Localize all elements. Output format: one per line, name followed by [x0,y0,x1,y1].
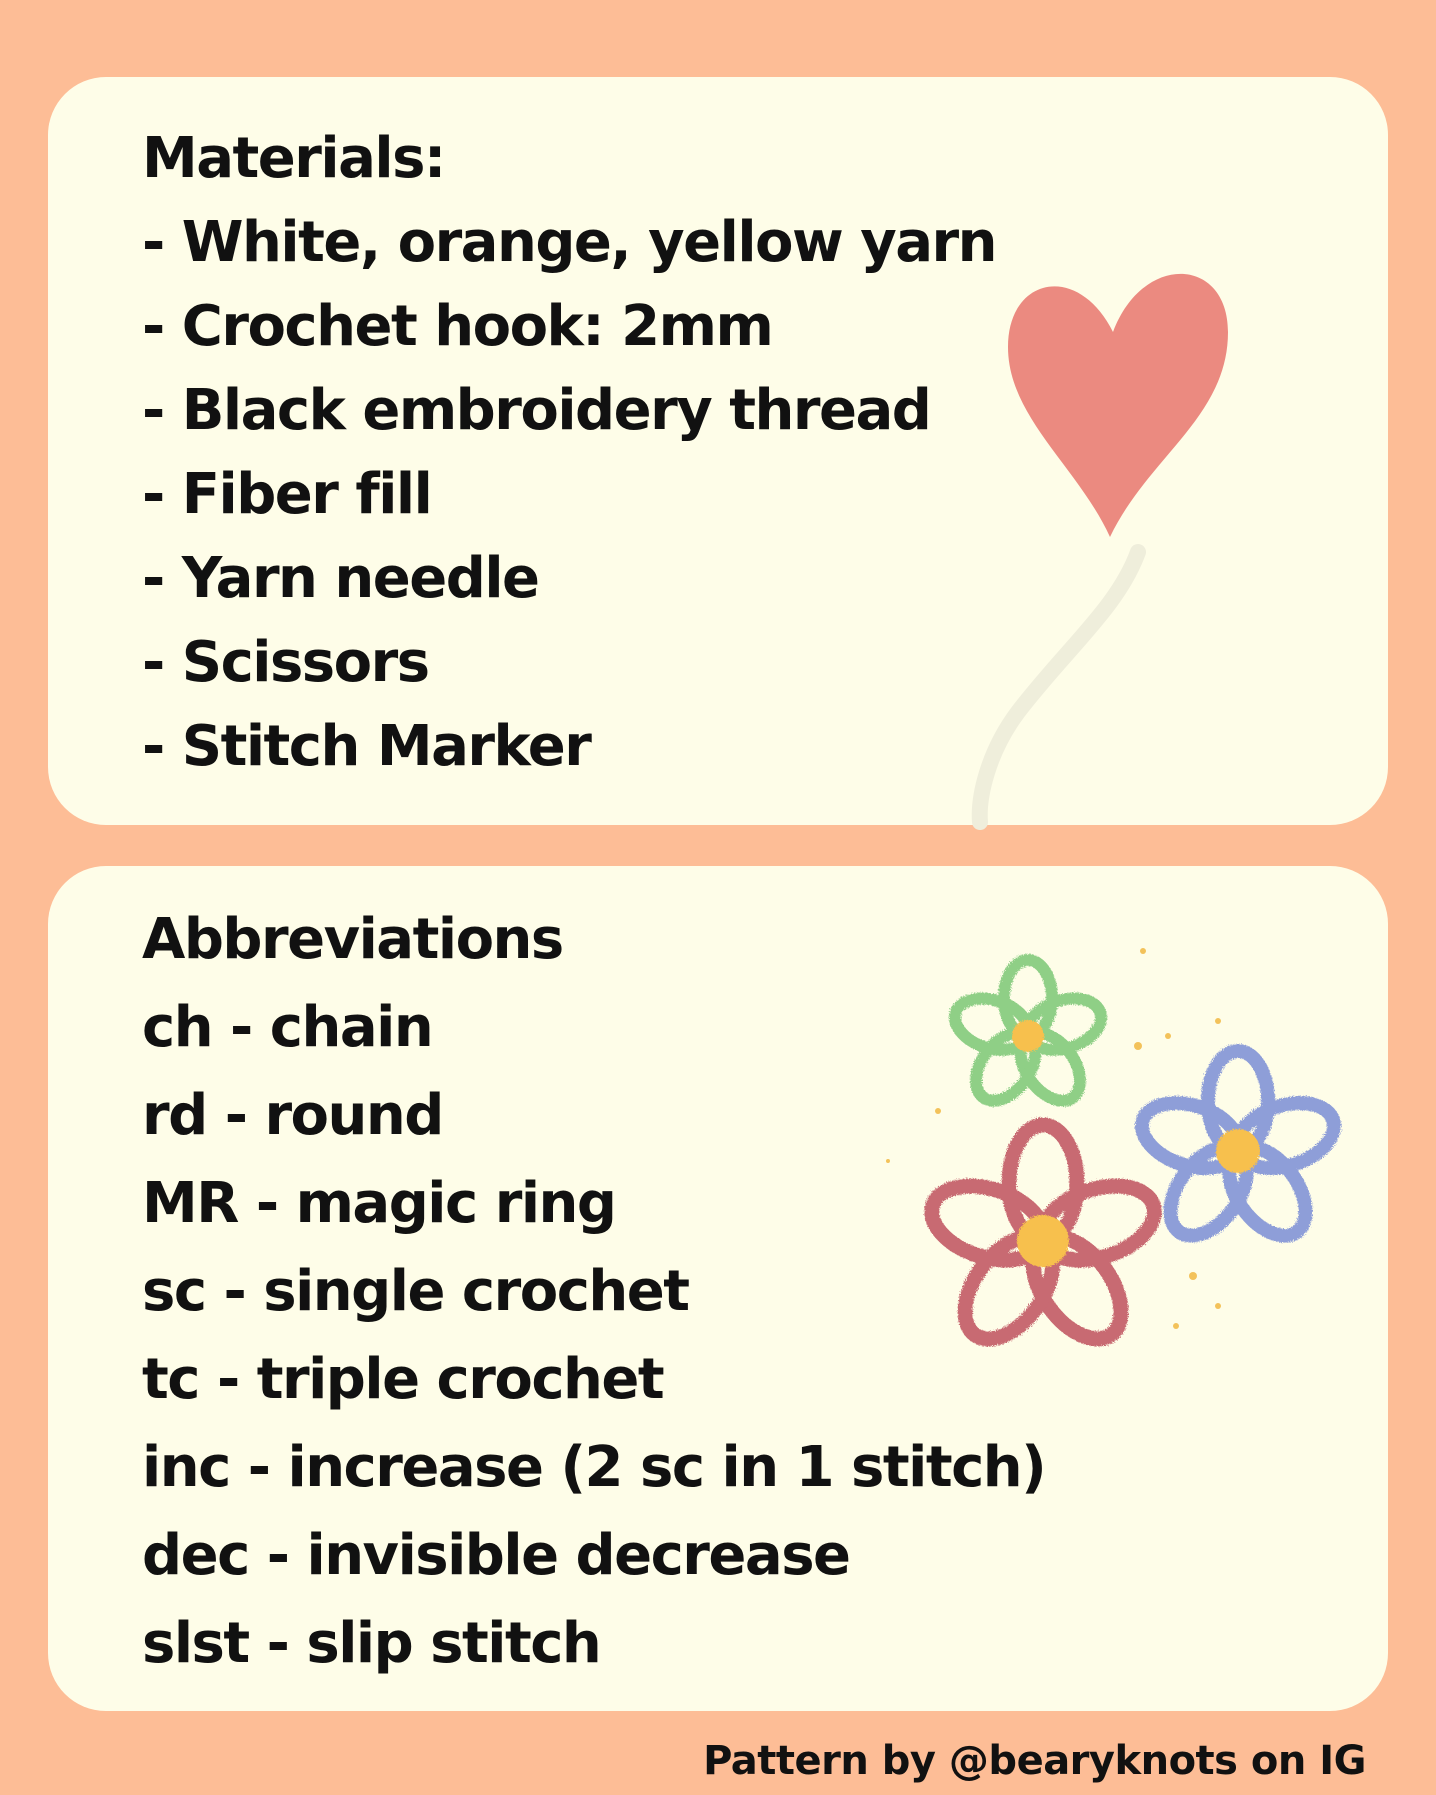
heart-shape [1008,274,1228,537]
materials-item: - Scissors [142,630,429,695]
flower-blue [1134,1051,1343,1250]
abbreviation-item: tc - triple crochet [142,1347,664,1412]
flowers-icon [858,906,1358,1426]
pattern-credit: Pattern by @bearyknots on IG [703,1738,1366,1784]
abbreviation-item: ch - chain [142,995,433,1060]
abbreviation-item: inc - increase (2 sc in 1 stitch) [142,1435,1046,1500]
flower-green [948,960,1107,1112]
materials-heading: Materials: [142,126,445,191]
abbreviation-item: dec - invisible decrease [142,1523,850,1588]
materials-item: - White, orange, yellow yarn [142,210,997,275]
abbreviation-item: slst - slip stitch [142,1611,601,1676]
abbreviation-item: sc - single crochet [142,1259,689,1324]
abbreviation-item: MR - magic ring [142,1171,616,1236]
materials-list [142,117,996,789]
materials-item: - Black embroidery thread [142,378,931,443]
materials-item: - Stitch Marker [142,714,591,779]
abbreviation-item: rd - round [142,1083,443,1148]
abbreviations-heading: Abbreviations [142,907,563,972]
materials-item: - Crochet hook: 2mm [142,294,773,359]
abbreviations-card [48,866,1388,1711]
heart-balloon-icon [928,207,1348,847]
materials-card [48,77,1388,825]
materials-item: - Fiber fill [142,462,432,527]
flower-red [922,1125,1164,1355]
materials-item: - Yarn needle [142,546,539,611]
